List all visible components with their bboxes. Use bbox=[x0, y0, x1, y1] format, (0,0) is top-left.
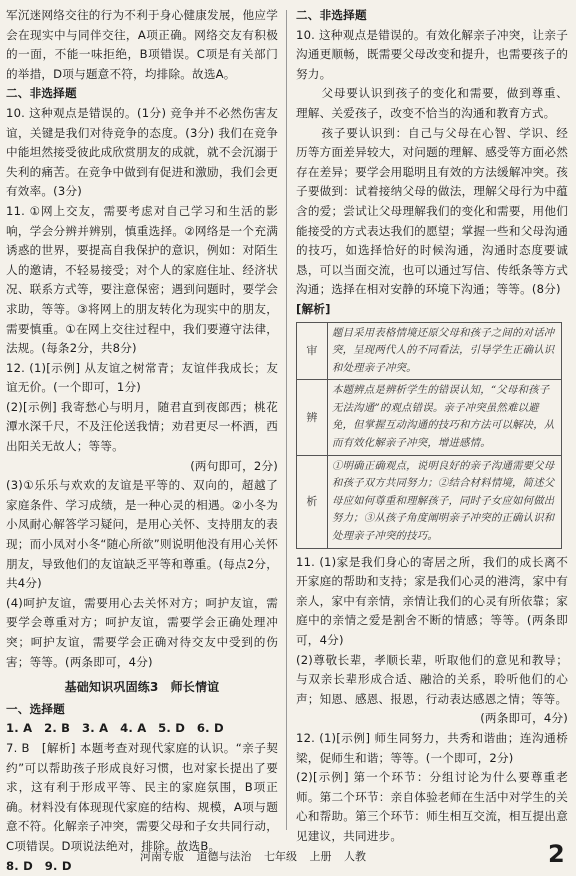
left-paragraph-continued: 军沉迷网络交往的行为不利于身心健康发展，他应学会在现实中与同伴交往，A项正确。网络交友有积极的一面，不能一味拒绝，B项错误。C项是有关部门的举措，D项与题意不符，均排除。故选A。 bbox=[6, 8, 278, 81]
footer-subject: 道德与法治 bbox=[196, 850, 252, 863]
analysis-row-distinguish bbox=[297, 380, 562, 455]
analysis-value: 题目采用表格情境还原父母和孩子之间的对话冲突，呈现两代人的不同看法，引导学生正确认识和处理亲子冲突。 bbox=[328, 322, 562, 380]
choice-answer-7-analysis: 7. B [解析] 本题考查对现代家庭的认识。“亲子契约”可以帮助孩子形成良好习惯，也对家长提出了要求，这有利于形成平等、民主的家庭氛围，B项正确。材料没有体现现代家庭的结构、规模，A项与题意不符。化解亲子冲突，需要父母和子女共同行动，C项错误。D项说法绝对，排除。故选B。 bbox=[6, 740, 278, 853]
analysis-key: 析 bbox=[297, 455, 328, 548]
page-footer bbox=[0, 840, 576, 872]
left-answer-12-2-note: (两句即可，2分) bbox=[190, 458, 278, 473]
footer-info bbox=[140, 848, 375, 864]
left-answer-12-1: 12. (1)[示例] 从友谊之树常青；友谊伴我成长；友谊无价。(一个即可，1分) bbox=[6, 360, 278, 395]
analysis-row-analyze bbox=[297, 455, 562, 548]
analysis-key: 辨 bbox=[297, 380, 328, 455]
footer-publisher: 人教 bbox=[344, 850, 366, 863]
choice-answers-8-9: 8. D 9. D bbox=[6, 858, 72, 873]
section-title bbox=[6, 678, 278, 698]
footer-edition: 河南专版 bbox=[140, 850, 184, 863]
footer-term: 上册 bbox=[309, 850, 332, 863]
right-answer-10-parents: 父母要认识到孩子的变化和需要，做到尊重、理解、关爱孩子，改变不恰当的沟通和教育方式。 bbox=[296, 86, 568, 120]
right-column bbox=[296, 6, 568, 847]
analysis-table bbox=[296, 322, 562, 549]
left-section-heading-choice: 一、选择题 bbox=[6, 701, 65, 716]
analysis-value: ①明确正确观点，说明良好的亲子沟通需要父母和孩子双方共同努力；②结合材料情境，简述父母应如何尊重和理解孩子，同时子女应如何做出努力；③从孩子角度阐明亲子冲突的正确认识和处理亲子冲突的技巧。 bbox=[328, 455, 562, 548]
right-section-heading-nonchoice: 二、非选择题 bbox=[296, 8, 367, 22]
column-divider bbox=[286, 10, 287, 830]
analysis-key: 审 bbox=[297, 322, 328, 380]
left-answer-11: 11. ①网上交友，需要考虑对自己学习和生活的影响，学会分辨并辨别，慎重选择。②网络是一个充满诱惑的世界，要提高自我保护的意识，例如：对陌生人的邀请，不轻易接受；对个人的家庭住址、经济状况、联系方式等，要注意保密；遇到问题时，要学会求助，等等。③将网上的朋友转化为现实中的朋友，需要慎重。①在网上交往过程中，我们要遵守法律，法规。(每条2分，共8分) bbox=[6, 203, 278, 356]
footer-grade: 七年级 bbox=[264, 850, 297, 863]
left-section-heading-nonchoice: 二、非选择题 bbox=[6, 86, 77, 101]
section-title-practice: 基础知识巩固练3 bbox=[64, 680, 159, 695]
right-answer-10-children: 孩子要认识到：自己与父母在心智、学识、经历等方面差异较大，对问题的理解、感受等方面必然存在差异；要学会用聪明且有效的方法缓解冲突。孩子要做到：试着接纳父母的做法，理解父母行为中蕴含的爱；尝试让父母理解我们的变化和需要，用他们能接受的方式表达我们的愿望；掌握一些和父母沟通的技巧，如选择恰好的时候沟通，沟通时态度要诚恳，可以当面交流，也可以通过写信、传纸条等方式沟通；选择在相对安静的环境下沟通；等等。(8分) bbox=[296, 125, 568, 297]
section-title-topic: 师长情谊 bbox=[170, 680, 220, 695]
right-answer-12-1: 12. (1)[示例] 师生同努力，共秀和谐曲；连沟通桥梁，促师生和谐；等等。(一个即可，2分) bbox=[296, 730, 568, 765]
left-answer-12-3: (3)①乐乐与欢欢的友谊是平等的、双向的，超越了家庭条件、学习成绩，是一种心灵的相遇。②小冬为小凤耐心解答学习疑问，是用心关怀、支持朋友的表现；而小凤对小冬“随心所欲”则说明他没有用心关怀朋友，导致他们的友谊缺乏平等和尊重。(每点2分，共4分) bbox=[6, 478, 278, 591]
right-answer-11-2: (2)尊敬长辈，孝顺长辈，听取他们的意见和教导；与双亲长辈形成合适、融洽的关系，聆听他们的心声；知恩、感恩、报恩，行动表达感恩之情；等等。 bbox=[296, 652, 568, 706]
left-column bbox=[6, 6, 278, 876]
analysis-label: [解析] bbox=[296, 301, 331, 316]
right-answer-10-intro: 10. 这种观点是错误的。有效化解亲子冲突，让亲子沟通更顺畅，既需要父母改变和提升，也需要孩子的努力。 bbox=[296, 27, 568, 81]
right-answer-11-2-note: (两条即可，4分) bbox=[480, 711, 568, 726]
left-answer-10: 10. 这种观点是错误的。(1分) 竞争并不必然伤害友谊，关键是我们对待竞争的态度。(3分) 我们在竞争中能坦然接受彼此成欣赏朋友的成就，就不会沉溺于失利的痛苦。在竞争中做到有促进和激励，我们会更有效率。(3分) bbox=[6, 105, 278, 199]
analysis-row-examine bbox=[297, 322, 562, 380]
left-answer-12-4: (4)呵护友谊，需要用心去关怀对方；呵护友谊，需要学会尊重对方；呵护友谊，需要学会正确处理冲突；呵护友谊，需要学会正确对待交友中受到的伤害；等等。(两条即可，4分) bbox=[6, 595, 278, 669]
right-answer-11-1: 11. (1)家是我们身心的寄居之所，我们的成长离不开家庭的帮助和支持；家是我们心灵的港湾，家中有亲人，家中有亲情，亲情让我们的心灵有所依靠；家庭中的亲情之爱是割舍不断的情感；等等。(两条即可，4分) bbox=[296, 554, 568, 647]
right-answer-12-2: (2)[示例] 第一个环节：分组讨论为什么要尊重老师。第二个环节：亲自体验老师在生活中对学生的关心和帮助。第三个环节：师生相互交流，相互提出意见建议，共同进步。 bbox=[296, 770, 568, 843]
page-number: 2 bbox=[548, 840, 565, 868]
analysis-value: 本题辨点是辨析学生的错误认知，“父母和孩子无法沟通”的观点错误。亲子冲突虽然难以避免，但掌握互动沟通的技巧和方法可以解决，从而有效化解亲子冲突，增进感情。 bbox=[328, 380, 562, 455]
left-answer-12-2: (2)[示例] 我寄愁心与明月，随君直到夜郎西；桃花潭水深千尺，不及汪伦送我情；劝君更尽一杯酒，西出阳关无故人；等等。 bbox=[6, 399, 278, 454]
choice-answers-1-6: 1. A 2. B 3. A 4. A 5. D 6. D bbox=[6, 721, 224, 736]
